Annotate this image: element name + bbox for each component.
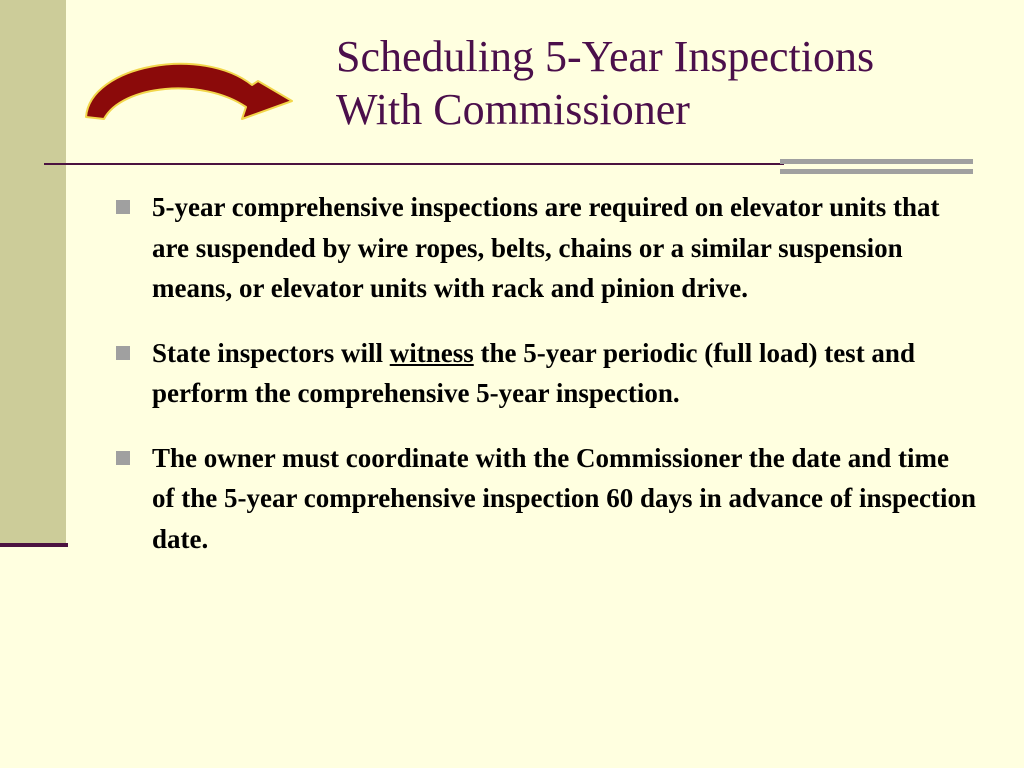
curved-arrow-icon [82,55,296,125]
bullet-text: The owner must coordinate with the Commissioner the date and time of the 5-year comprehensive inspection 60 days in advance of inspection date. [152,442,977,554]
title-rule [44,163,784,165]
bullet-text-after: the 5-year periodic (full load) test and perform the comprehensive 5-year inspection. [152,337,915,408]
slide-title-line-1: Scheduling 5-Year Inspections [336,32,875,81]
slide-title-line-2: With Commissioner [336,85,690,134]
bullet-item [116,187,976,309]
gray-bar [780,169,973,174]
bullet-item [116,333,976,414]
bullet-list [116,187,976,583]
underlined-word: witness [389,337,474,368]
left-decorative-band [0,0,66,545]
slide-title [336,30,874,136]
gray-bar [780,159,973,164]
square-bullet-icon [116,451,130,465]
bullet-item [116,438,976,560]
bullet-text-before: State inspectors will [152,337,390,368]
decorative-gray-bars [780,159,973,179]
square-bullet-icon [116,346,130,360]
left-band-rule [0,543,68,547]
bullet-text: 5-year comprehensive inspections are required on elevator units that are suspended by wire ropes, belts, chains or a similar suspension means, or elevator units with rack and pinion drive. [152,192,940,303]
square-bullet-icon [116,200,130,214]
